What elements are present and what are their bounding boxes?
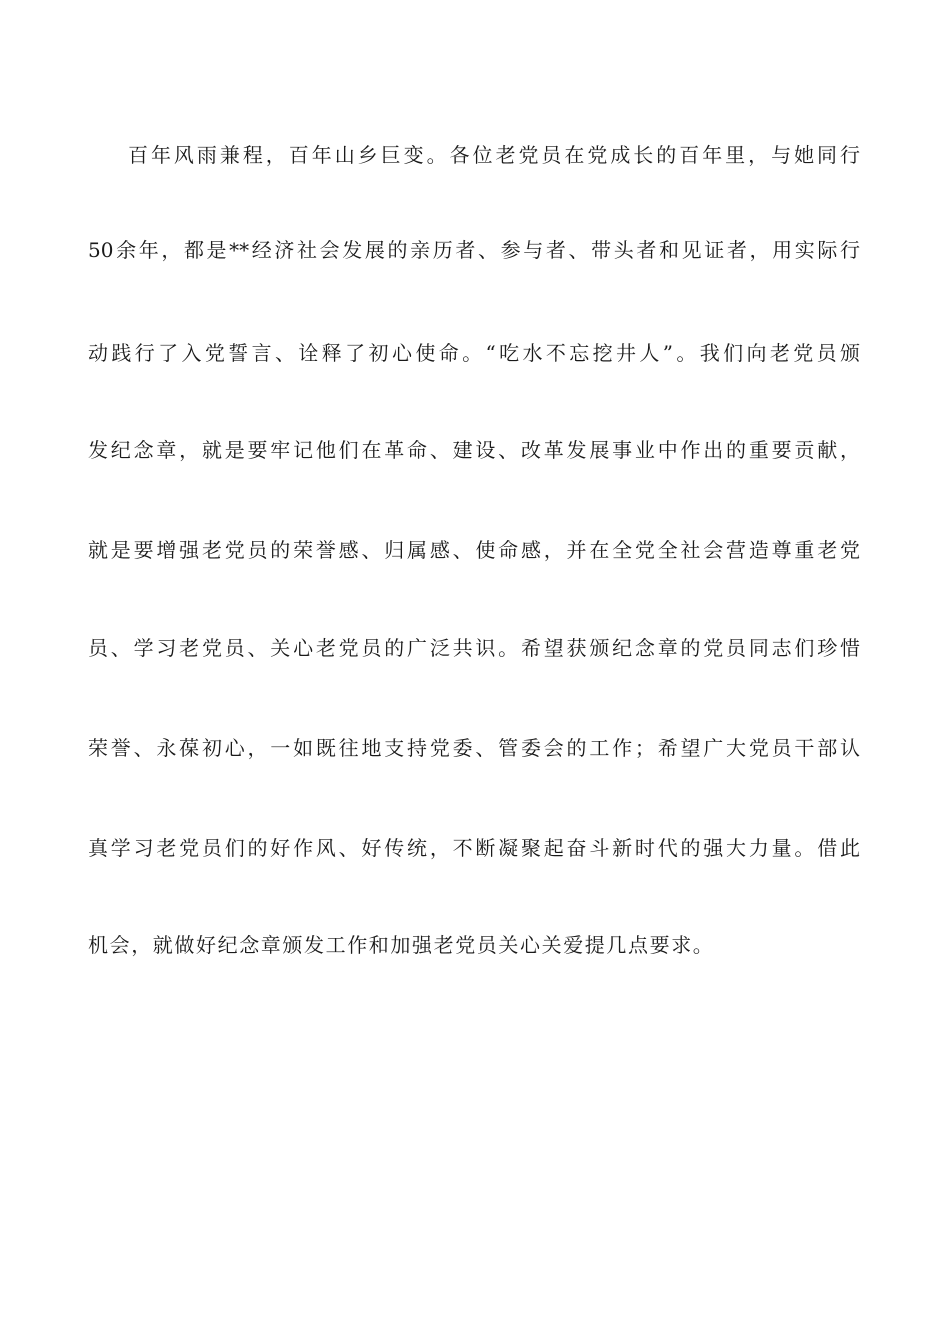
paragraph-line-9: 机会，就做好纪念章颁发工作和加强老党员关心关爱提几点要求。	[88, 933, 715, 957]
paragraph-line-8: 真学习老党员们的好作风、好传统，不断凝聚起奋斗新时代的强大力量。借此	[88, 836, 860, 860]
paragraph-line-6: 员、学习老党员、关心老党员的广泛共识。希望获颁纪念章的党员同志们珍惜	[88, 636, 860, 660]
paragraph-line-1: 百年风雨兼程，百年山乡巨变。各位老党员在党成长的百年里，与她同行	[128, 143, 860, 167]
paragraph-line-3: 动践行了入党誓言、诠释了初心使命。“吃水不忘挖井人”。我们向老党员颁	[88, 341, 860, 365]
paragraph-line-2: 50余年，都是**经济社会发展的亲历者、参与者、带头者和见证者，用实际行	[88, 238, 860, 262]
paragraph-line-7: 荣誉、永葆初心，一如既往地支持党委、管委会的工作；希望广大党员干部认	[88, 736, 860, 760]
paragraph-line-4: 发纪念章，就是要牢记他们在革命、建设、改革发展事业中作出的重要贡献，	[88, 438, 860, 462]
paragraph-line-5: 就是要增强老党员的荣誉感、归属感、使命感，并在全党全社会营造尊重老党	[88, 538, 860, 562]
